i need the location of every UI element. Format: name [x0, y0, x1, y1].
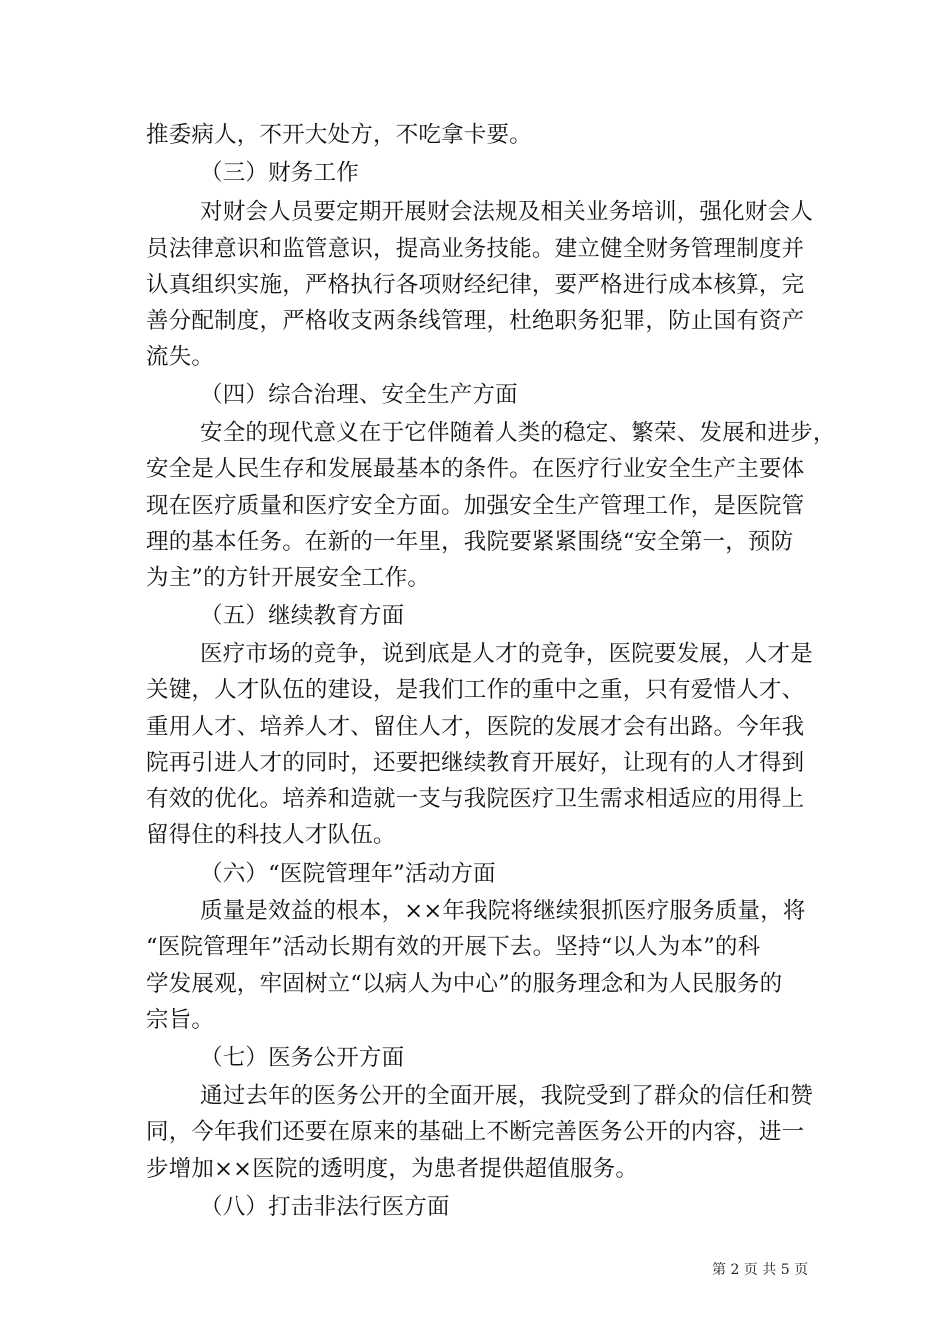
section-heading-7: （七）医务公开方面 — [200, 1045, 405, 1071]
paragraph-line: 为主”的方针开展安全工作。 — [146, 565, 431, 591]
paragraph-line: 重用人才、培养人才、留住人才，医院的发展才会有出路。今年我 — [146, 714, 805, 740]
paragraph-line: 现在医疗质量和医疗安全方面。加强安全生产管理工作，是医院管 — [146, 493, 805, 519]
paragraph-line: 理的基本任务。在新的一年里，我院要紧紧围绕“安全第一，预防 — [146, 529, 794, 555]
section-heading-3: （三）财务工作 — [200, 160, 359, 186]
paragraph-line: 通过去年的医务公开的全面开展，我院受到了群众的信任和赞 — [200, 1083, 813, 1109]
section-heading-4: （四）综合治理、安全生产方面 — [200, 382, 518, 408]
paragraph-line: 留得住的科技人才队伍。 — [146, 822, 396, 848]
paragraph-line: 流失。 — [146, 344, 215, 370]
section-heading-8: （八）打击非法行医方面 — [200, 1194, 450, 1220]
text-line: 推委病人，不开大处方，不吃拿卡要。 — [146, 122, 532, 148]
paragraph-line: 善分配制度，严格收支两条线管理，杜绝职务犯罪，防止国有资产 — [146, 308, 805, 334]
paragraph-line: “医院管理年”活动长期有效的开展下去。坚持“以人为本”的科 — [146, 934, 761, 960]
paragraph-line: 安全是人民生存和发展最基本的条件。在医疗行业安全生产主要体 — [146, 456, 805, 482]
paragraph-line: 步增加××医院的透明度，为患者提供超值服务。 — [146, 1156, 639, 1182]
paragraph-line: 有效的优化。培养和造就一支与我院医疗卫生需求相适应的用得上 — [146, 786, 805, 812]
paragraph-line: 同，今年我们还要在原来的基础上不断完善医务公开的内容，进一 — [146, 1119, 805, 1145]
paragraph-line: 认真组织实施，严格执行各项财经纪律，要严格进行成本核算，完 — [146, 272, 805, 298]
paragraph-line: 院再引进人才的同时，还要把继续教育开展好，让现有的人才得到 — [146, 750, 805, 776]
section-heading-5: （五）继续教育方面 — [200, 603, 405, 629]
paragraph-line: 员法律意识和监管意识，提高业务技能。建立健全财务管理制度并 — [146, 236, 805, 262]
paragraph-line: 对财会人员要定期开展财会法规及相关业务培训，强化财会人 — [200, 199, 813, 225]
paragraph-line: 质量是效益的根本，××年我院将继续狠抓医疗服务质量，将 — [200, 898, 806, 924]
paragraph-line: 学发展观，牢固树立“以病人为中心”的服务理念和为人民服务的 — [146, 971, 783, 997]
page-number-footer: 第 2 页 共 5 页 — [712, 1262, 809, 1278]
paragraph-line: 医疗市场的竞争，说到底是人才的竞争，医院要发展，人才是 — [200, 641, 813, 667]
paragraph-line: 宗旨。 — [146, 1007, 215, 1033]
paragraph-line: 安全的现代意义在于它伴随着人类的稳定、繁荣、发展和进步， — [200, 420, 836, 446]
section-heading-6: （六）“医院管理年”活动方面 — [200, 861, 496, 887]
paragraph-line: 关键，人才队伍的建设，是我们工作的重中之重，只有爱惜人才、 — [146, 677, 805, 703]
